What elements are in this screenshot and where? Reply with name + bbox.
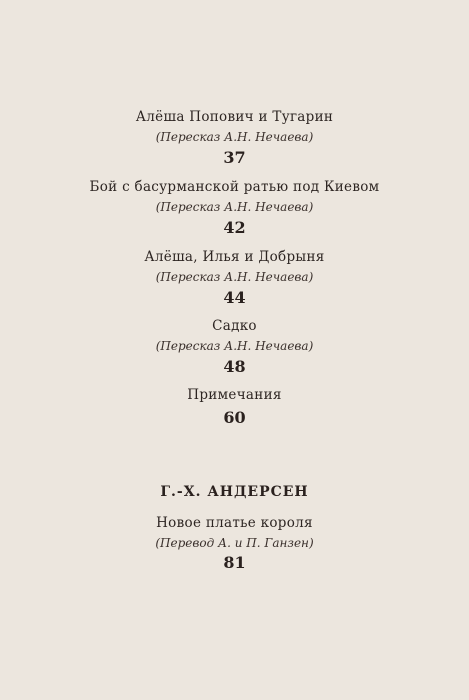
toc-entry-credit: (Пересказ А.Н. Нечаева) bbox=[155, 339, 314, 353]
toc-entry-title: Примечания bbox=[187, 387, 282, 403]
toc-entry-page-number: 60 bbox=[223, 408, 246, 427]
toc-entry-credit: (Пересказ А.Н. Нечаева) bbox=[155, 270, 314, 284]
toc-entry-credit: (Перевод А. и П. Ганзен) bbox=[155, 536, 314, 550]
toc-entry-page-number: 42 bbox=[223, 218, 246, 237]
toc-entry-credit: (Пересказ А.Н. Нечаева) bbox=[155, 130, 314, 144]
author-heading: Г.-Х. АНДЕРСЕН bbox=[160, 484, 309, 500]
toc-entry-title: Алёша Попович и Тугарин bbox=[135, 109, 334, 125]
toc-entry-page-number: 44 bbox=[223, 288, 246, 307]
toc-entry-title: Алёша, Илья и Добрыня bbox=[144, 249, 325, 265]
toc-entry-page-number: 48 bbox=[223, 357, 246, 376]
toc-entry-title: Бой с басурманской ратью под Киевом bbox=[89, 179, 380, 195]
toc-entry-page-number: 37 bbox=[223, 148, 246, 167]
toc-entry-title: Новое платье короля bbox=[156, 515, 313, 531]
toc-entry-title: Садко bbox=[212, 318, 257, 334]
toc-entry-credit: (Пересказ А.Н. Нечаева) bbox=[155, 200, 314, 214]
toc-entry-page-number: 81 bbox=[223, 553, 246, 572]
